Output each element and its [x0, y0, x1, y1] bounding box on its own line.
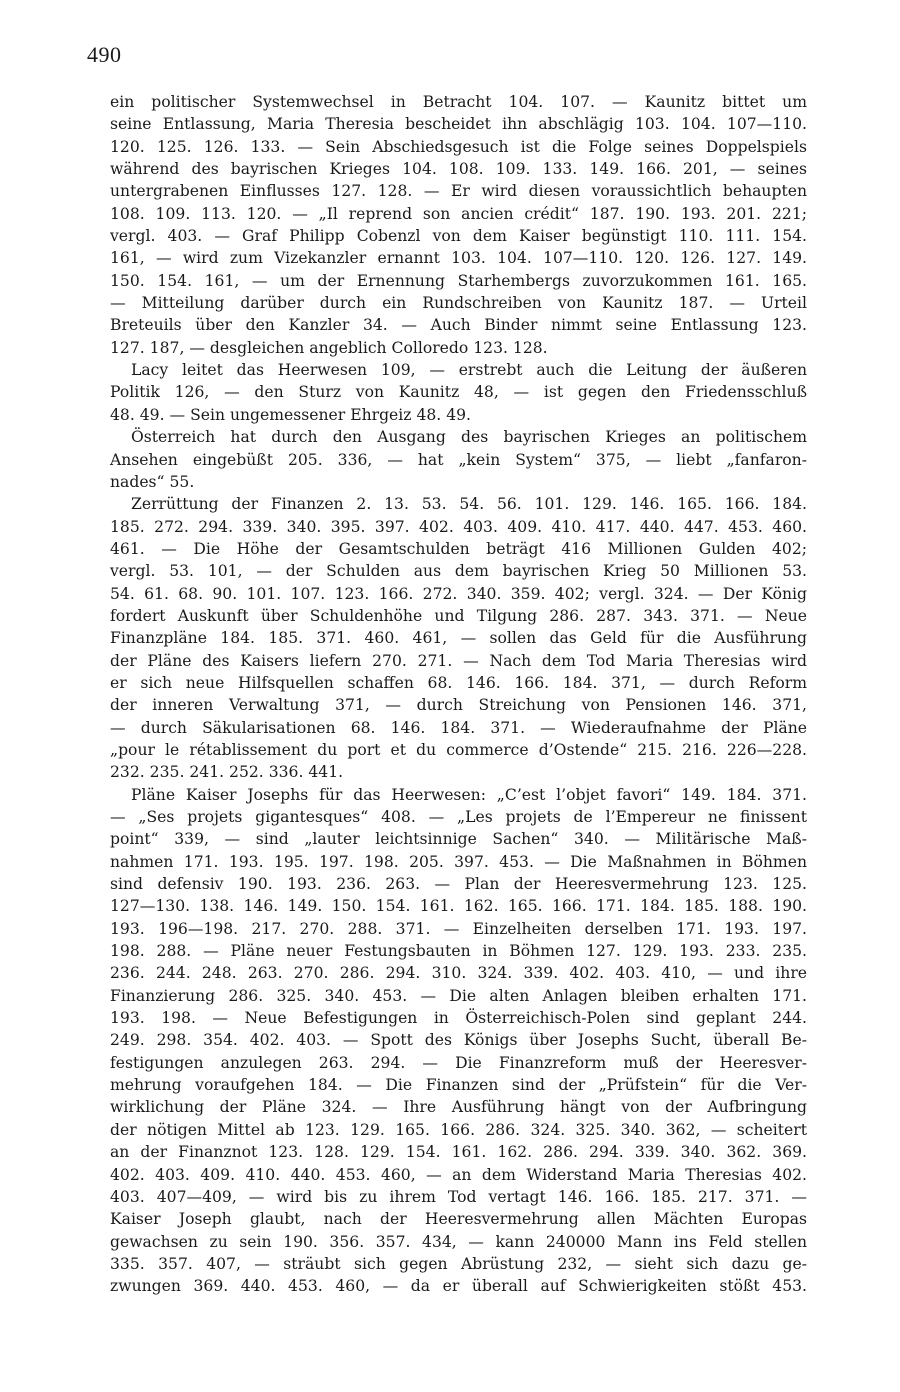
text-line: nades“ 55. — [110, 472, 195, 491]
text-line: 120. 125. 126. 133. — Sein Abschiedsgesuch ist die Folge seines Doppelspiels — [110, 137, 807, 156]
text-line: 193. 196—198. 217. 270. 288. 371. — Einzelheiten derselben 171. 193. 197. — [110, 919, 807, 938]
text-line: fordert Auskunft über Schuldenhöhe und Tilgung 286. 287. 343. 371. — Neue — [110, 606, 807, 625]
text-line: Finanzierung 286. 325. 340. 453. — Die alten Anlagen bleiben erhalten 171. — [110, 986, 807, 1005]
text-line: der Pläne des Kaisers liefern 270. 271. — Nach dem Tod Maria Theresias wird — [110, 651, 807, 670]
text-line: der nötigen Mittel ab 123. 129. 165. 166. 286. 324. 325. 340. 362, — scheitert — [110, 1120, 807, 1139]
index-entry-heerwesen — [110, 784, 807, 1298]
text-line: 335. 357. 407, — sträubt sich gegen Abrüstung 232, — sieht sich dazu ge- — [110, 1254, 807, 1273]
text-line: nahmen 171. 193. 195. 197. 198. 205. 397. 453. — Die Maßnahmen in Böhmen — [110, 852, 807, 871]
index-body — [110, 91, 807, 1298]
text-line: 185. 272. 294. 339. 340. 395. 397. 402. 403. 409. 410. 417. 440. 447. 453. 460. — [110, 517, 807, 536]
text-line: „pour le rétablissement du port et du commerce d’Ostende“ 215. 216. 226—228. — [110, 740, 807, 759]
text-line: an der Finanznot 123. 128. 129. 154. 161. 162. 286. 294. 339. 340. 362. 369. — [110, 1143, 807, 1162]
text-line: 249. 298. 354. 402. 403. — Spott des Königs über Josephs Sucht, überall Be- — [110, 1031, 807, 1050]
text-line: Politik 126, — den Sturz von Kaunitz 48, — ist gegen den Friedensschluß — [110, 383, 807, 402]
text-line: — Mitteilung darüber durch ein Rundschreiben von Kaunitz 187. — Urteil — [110, 294, 807, 313]
text-line: Zerrüttung der Finanzen 2. 13. 53. 54. 56. 101. 129. 146. 165. 166. 184. — [131, 495, 807, 514]
text-line: 161, — wird zum Vizekanzler ernannt 103. 104. 107—110. 120. 126. 127. 149. — [110, 249, 807, 268]
index-entry-lacy — [110, 359, 807, 426]
text-line: Ansehen eingebüßt 205. 336, — hat „kein System“ 375, — liebt „fanfaron- — [110, 450, 807, 469]
text-line: 150. 154. 161, — um der Ernennung Starhembergs zuvorzukommen 161. 165. — [110, 271, 807, 290]
text-line: — durch Säkularisationen 68. 146. 184. 371. — Wiederaufnahme der Pläne — [110, 718, 807, 737]
text-line: point“ 339, — sind „lauter leichtsinnige Sachen“ 340. — Militärische Maß- — [110, 830, 807, 849]
text-line: sind defensiv 190. 193. 236. 263. — Plan der Heeresvermehrung 123. 125. — [110, 875, 807, 894]
text-line: der inneren Verwaltung 371, — durch Streichung von Pensionen 146. 371, — [110, 696, 807, 715]
text-line: 198. 288. — Pläne neuer Festungsbauten in Böhmen 127. 129. 193. 233. 235. — [110, 942, 807, 961]
text-line: — „Ses projets gigantesques“ 408. — „Les projets de l’Empereur ne finissent — [110, 808, 807, 826]
text-line: seine Entlassung, Maria Theresia bescheidet ihn abschlägig 103. 104. 107—110. — [110, 115, 807, 134]
text-line: vergl. 403. — Graf Philipp Cobenzl von dem Kaiser begünstigt 110. 111. 154. — [110, 227, 807, 246]
text-line: 127. 187, — desgleichen angeblich Colloredo 123. 128. — [110, 338, 548, 357]
text-line: wirklichung der Pläne 324. — Ihre Ausführung hängt von der Aufbringung — [110, 1098, 807, 1117]
text-line: 403. 407—409, — wird bis zu ihrem Tod vertagt 146. 166. 185. 217. 371. — — [110, 1187, 807, 1206]
text-line: 402. 403. 409. 410. 440. 453. 460, — an dem Widerstand Maria Theresias 402. — [110, 1165, 807, 1184]
index-entry-finanzen — [110, 493, 807, 783]
text-line: Österreich hat durch den Ausgang des bayrischen Krieges an politischem — [131, 428, 807, 447]
text-line: gewachsen zu sein 190. 356. 357. 434, — kann 240000 Mann ins Feld stellen — [110, 1232, 807, 1251]
text-line: Finanzpläne 184. 185. 371. 460. 461, — sollen das Geld für die Ausführung — [110, 629, 807, 648]
index-entry-oesterreich — [110, 426, 807, 493]
text-line: während des bayrischen Krieges 104. 108. 109. 133. 149. 166. 201, — seines — [110, 160, 807, 179]
text-line: 127—130. 138. 146. 149. 150. 154. 161. 162. 165. 166. 171. 184. 185. 188. 190. — [110, 897, 807, 916]
page-number: 490 — [87, 42, 122, 67]
text-line: zwungen 369. 440. 453. 460, — da er überall auf Schwierigkeiten stößt 453. — [110, 1277, 807, 1296]
text-line: Breteuils über den Kanzler 34. — Auch Binder nimmt seine Entlassung 123. — [110, 316, 807, 335]
text-line: er sich neue Hilfsquellen schaffen 68. 146. 166. 184. 371, — durch Reform — [110, 673, 807, 692]
text-line: 236. 244. 248. 263. 270. 286. 294. 310. 324. 339. 402. 403. 410, — und ihre — [110, 964, 807, 983]
text-line: 461. — Die Höhe der Gesamtschulden beträgt 416 Millionen Gulden 402; — [110, 539, 807, 558]
text-line: 54. 61. 68. 90. 101. 107. 123. 166. 272. 340. 359. 402; vergl. 324. — Der König — [110, 584, 807, 603]
text-line: festigungen anzulegen 263. 294. — Die Finanzreform muß der Heeresver- — [110, 1053, 807, 1072]
text-line: Pläne Kaiser Josephs für das Heerwesen: „C’est l’objet favori“ 149. 184. 371. — [131, 785, 807, 804]
text-line: 48. 49. — Sein ungemessener Ehrgeiz 48. 49. — [110, 405, 471, 424]
text-line: mehrung voraufgehen 184. — Die Finanzen sind der „Prüfstein“ für die Ver- — [110, 1076, 807, 1095]
text-line: 232. 235. 241. 252. 336. 441. — [110, 763, 344, 782]
text-line: 193. 198. — Neue Befestigungen in Österreichisch-Polen sind geplant 244. — [110, 1009, 807, 1028]
text-line: untergrabenen Einflusses 127. 128. — Er wird diesen voraussichtlich behaupten — [110, 182, 807, 201]
text-line: Lacy leitet das Heerwesen 109, — erstrebt auch die Leitung der äußeren — [131, 361, 807, 380]
text-line: vergl. 53. 101, — der Schulden aus dem bayrischen Krieg 50 Millionen 53. — [110, 562, 807, 581]
text-line: ein politischer Systemwechsel in Betracht 104. 107. — Kaunitz bittet um — [110, 93, 807, 111]
index-entry-kaunitz-continuation — [110, 91, 807, 359]
text-line: Kaiser Joseph glaubt, nach der Heeresvermehrung allen Mächten Europas — [110, 1210, 807, 1229]
text-line: 108. 109. 113. 120. — „Il reprend son ancien crédit“ 187. 190. 193. 201. 221; — [110, 204, 807, 223]
